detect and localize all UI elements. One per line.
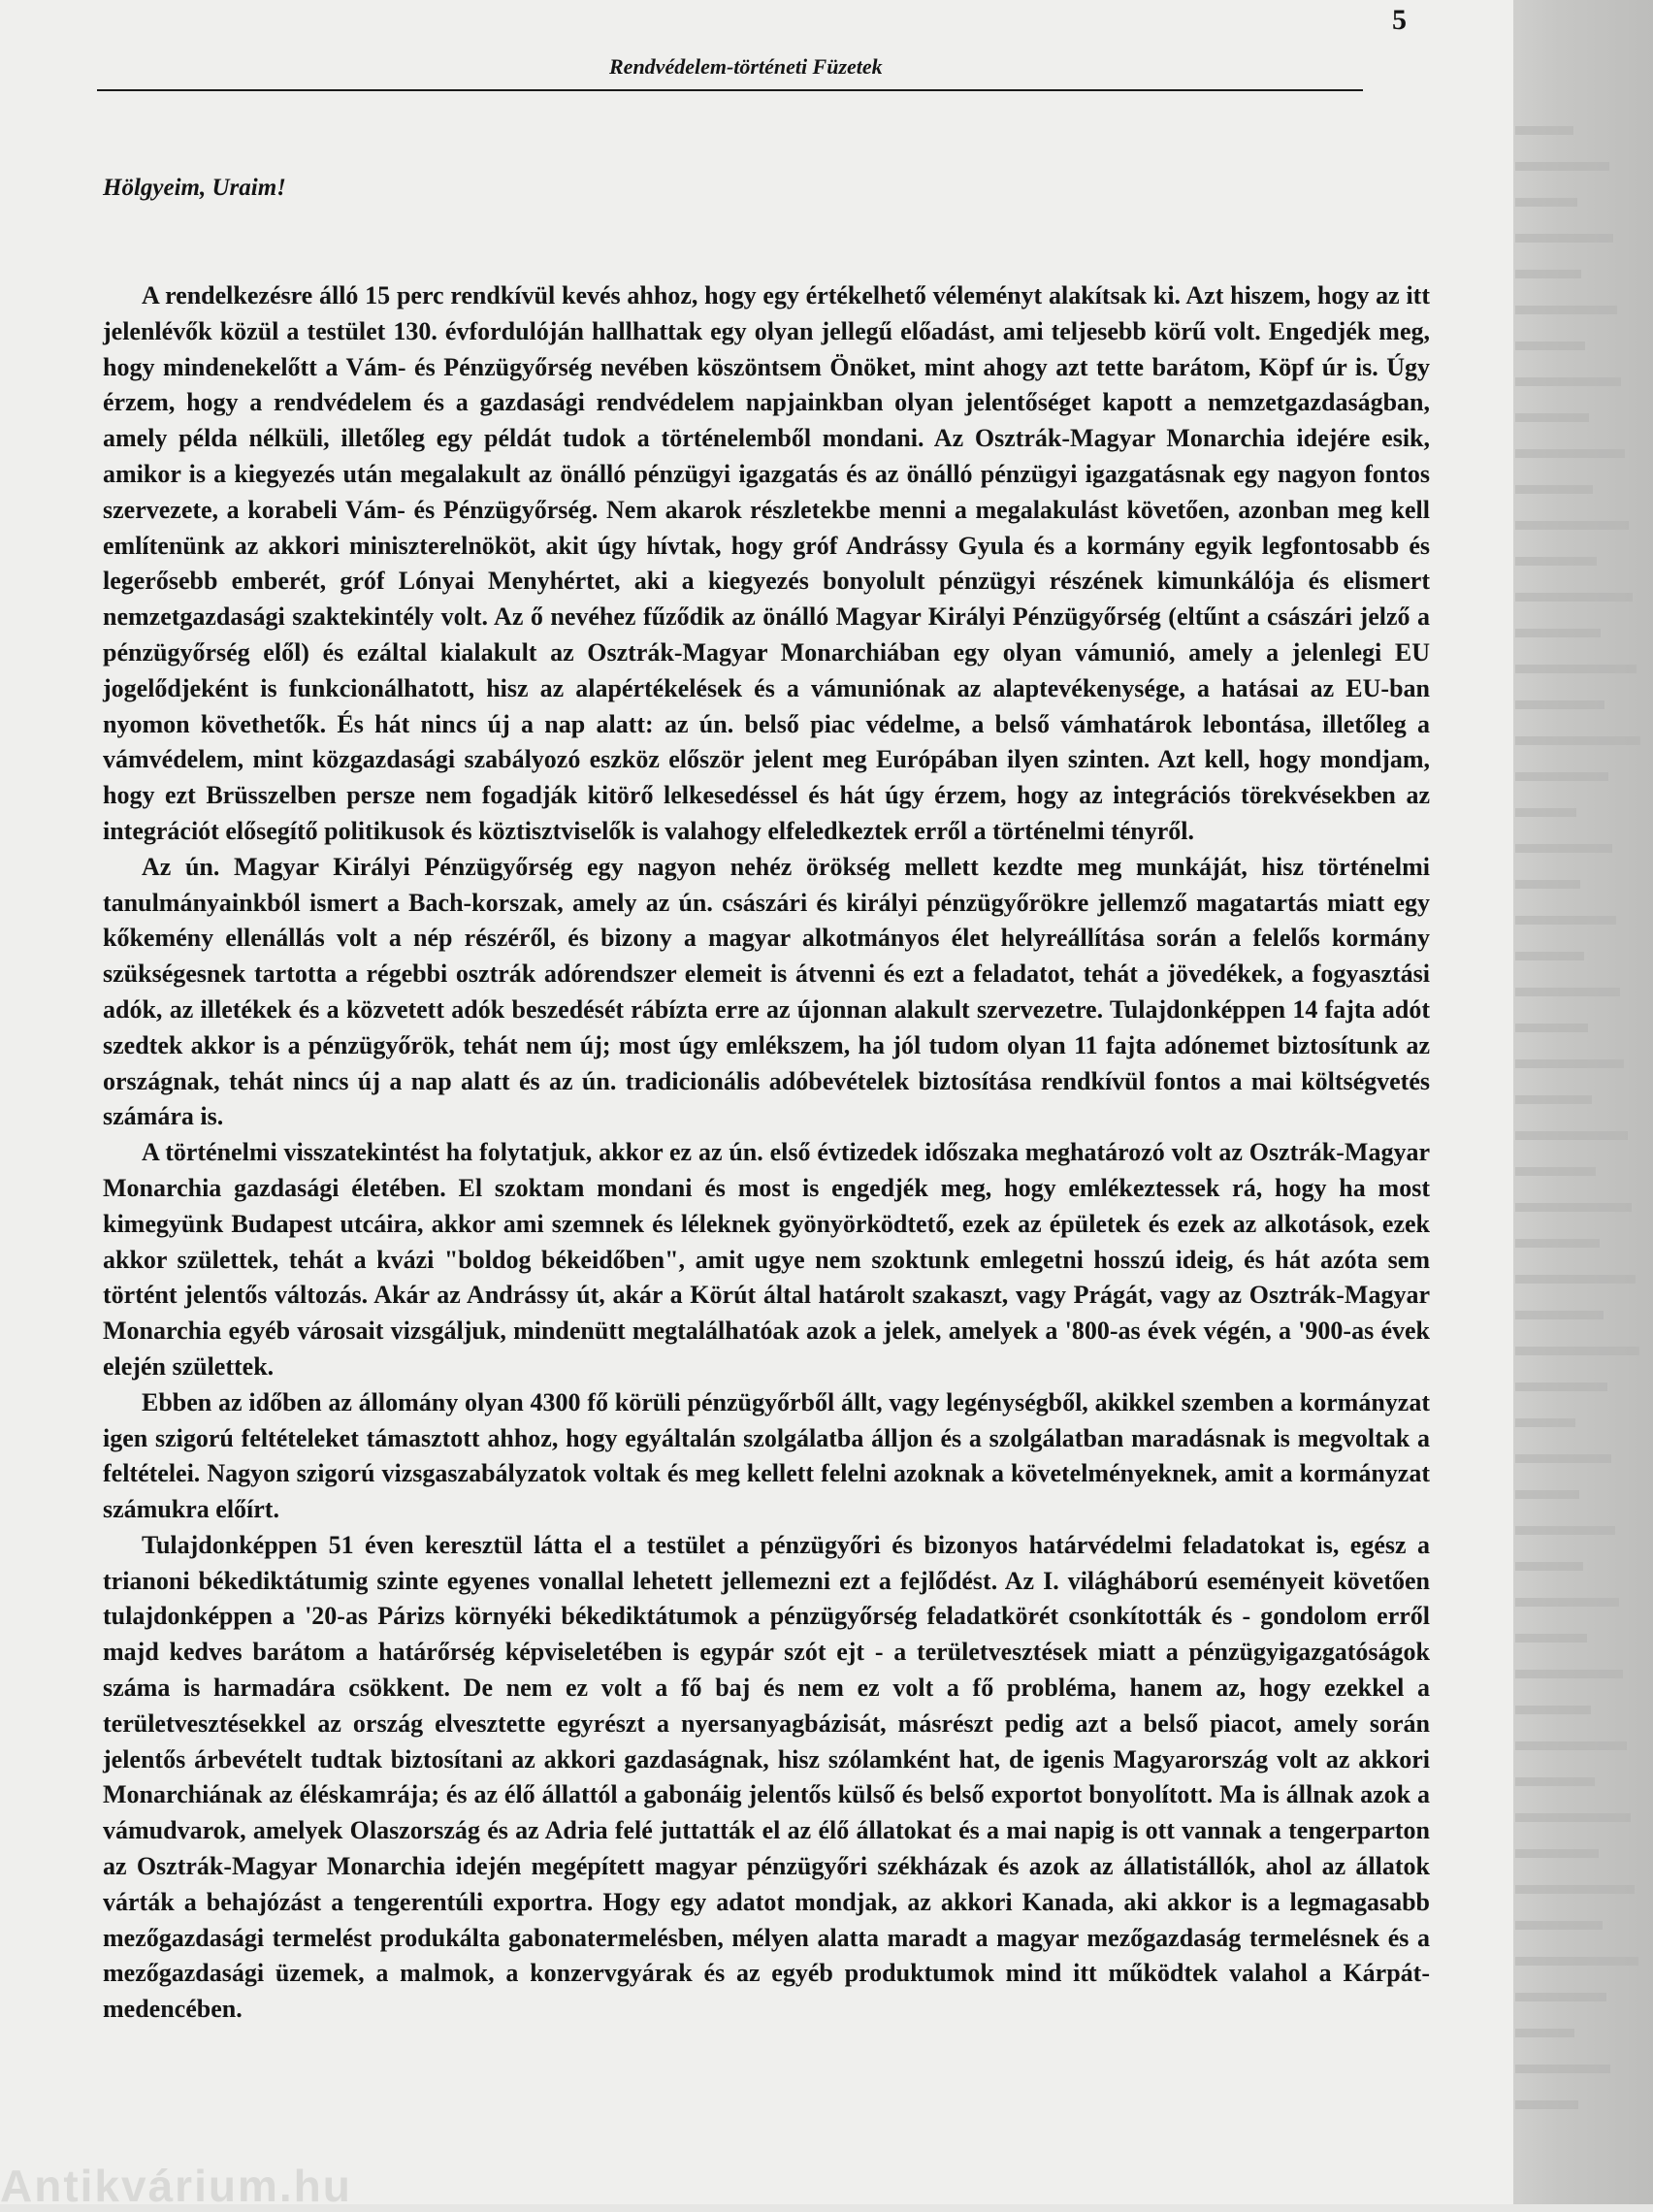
watermark: Antikvárium.hu bbox=[0, 2161, 352, 2211]
ghost-text-line bbox=[1515, 521, 1629, 530]
ghost-text-line bbox=[1515, 629, 1601, 637]
ghost-text-line bbox=[1515, 1095, 1592, 1104]
ghost-text-line bbox=[1515, 1885, 1635, 1894]
ghost-text-line bbox=[1515, 1670, 1623, 1678]
ghost-text-line bbox=[1515, 1311, 1604, 1319]
ghost-text-line bbox=[1515, 198, 1577, 207]
ghost-text-line bbox=[1515, 413, 1589, 422]
paragraph: Ebben az időben az állomány olyan 4300 fő körüli pénzügyőrből állt, vagy legénységből, akikkel szemben a kormányzat igen szigorú feltételeket támasztott ahhoz, hogy egyáltalán szolgálatba álljon és a szolgálatban maradásnak is megvoltak a feltételei. Nagyon szigorú vizsgaszabályzatok voltak és meg kellett felelni azoknak a követelményeknek, amit a kormányzat számukra előírt. bbox=[103, 1387, 1430, 1524]
ghost-text-line bbox=[1515, 1347, 1639, 1355]
paragraph: A rendelkezésre álló 15 perc rendkívül kevés ahhoz, hogy egy értékelhető véleményt alakítsak ki. Azt hiszem, hogy az itt jelenlévők közül a testület 130. évfordulóján hallhattak egy olyan jellegű előadást, ami teljesebb körű volt. Engedjék meg, hogy mindenekelőtt a Vám- és Pénzügyőrség nevében köszöntsem Önöket, mint ahogy azt tette barátom, Köpf úr is. Úgy érzem, hogy a rendvédelem és a gazdasági rendvédelem napjainkban olyan jelentőséget kapott a nemzetgazdaságban, amely példa nélküli, illetőleg egy példát tudok a történelemből mondani. Az Osztrák-Magyar Monarchia idejére esik, amikor is a kiegyezés után megalakult az önálló pénzügyi igazgatás és az önálló pénzügyi igazgatásnak egy nagyon fontos szervezete, a korabeli Vám- és Pénzügyőrség. Nem akarok részletekbe menni a megalakulást követően, azonban meg kell említenünk az akkori miniszterelnököt, akit úgy hívtak, hogy gróf Andrássy Gyula és a kormány egyik legfontosabb és legerősebb emberét, gróf Lónyai Menyhértet, aki a kiegyezés bonyolult pénzügyi részének kimunkálója és elismert nemzetgazdasági szaktekintély volt. Az ő nevéhez fűződik az önálló Magyar Királyi Pénzügyőrség (eltűnt a császári jelző a pénzügyőrség elől) és ezáltal kialakult az Osztrák-Magyar Monarchiában egy olyan vámunió, amely a jelenlegi EU jogelődjeként is funkcionálhatott, hisz az alapértékelések és a vámuniónak az alaptevékenysége, a hatásai az EU-ban nyomon követhetők. És hát nincs új a nap alatt: az ún. belső piac védelme, a belső vámhatárok lebontása, illetőleg a vámvédelem, mint közgazdasági szabályozó eszköz először jelent meg Európában ilyen szinten. Azt kell, hogy mondjam, hogy ezt Brüsszelben persze nem fogadják kitörő lelkesedéssel és hát úgy érzem, hogy az integrációs törekvésekben az integrációt elősegítő politikusok és köztisztviselők is valahogy elfeledkeztek erről a történelmi tényről. bbox=[103, 281, 1430, 845]
ghost-text-line bbox=[1515, 916, 1616, 925]
ghost-text-line bbox=[1515, 1777, 1595, 1786]
running-header: Rendvédelem-történeti Füzetek bbox=[609, 54, 883, 79]
ghost-text-line bbox=[1515, 1059, 1624, 1068]
ghost-text-line bbox=[1515, 1598, 1619, 1607]
ghost-text-line bbox=[1515, 2100, 1578, 2109]
ghost-text-line bbox=[1515, 880, 1580, 889]
ghost-text-line bbox=[1515, 126, 1573, 135]
ghost-text-line bbox=[1515, 2065, 1610, 2073]
adjacent-page-edge bbox=[1498, 0, 1653, 2204]
ghost-text-line bbox=[1515, 485, 1593, 494]
paragraph: Az ún. Magyar Királyi Pénzügyőrség egy nagyon nehéz örökség mellett kezdte meg munkáját, hisz történelmi tanulmányainkból ismert a Bach-korszak, amely az ún. császári és királyi pénzügyőrökre jellemző magatartás miatt egy kőkemény ellenállás volt a nép részéről, és bizony a magyar alkotmányos élet helyreállítása során a felelős kormány szükségesnek tartotta a régebbi osztrák adórendszer elemeit is átvenni és ezt a feladatot, tehát a jövedékek, a fogyasztási adók, az illetékek és a közvetett adók beszedését rábízta erre az újonnan alakult szervezetre. Tulajdonképpen 14 fajta adót szedtek akkor is a pénzügyőrök, tehát nem új; most úgy emlékszem, ha jól tudom olyan 11 fajta adónemet biztosítunk az országnak, tehát nincs új a nap alatt és az ún. tradicionális adóbevételek biztosítása rendkívül fontos a mai költségvetés számára is. bbox=[103, 852, 1430, 1131]
ghost-text-line bbox=[1515, 1526, 1615, 1535]
ghost-text-line bbox=[1515, 1813, 1631, 1822]
ghost-text-line bbox=[1515, 449, 1625, 458]
ghost-text-line bbox=[1515, 2029, 1574, 2037]
ghost-text-line bbox=[1515, 234, 1613, 243]
ghost-text-line bbox=[1515, 952, 1584, 960]
ghost-text-line bbox=[1515, 808, 1576, 817]
ghost-text-line bbox=[1515, 557, 1597, 566]
ghost-text-line bbox=[1515, 1167, 1596, 1176]
ghost-text-line bbox=[1515, 1562, 1583, 1571]
page-number: 5 bbox=[1392, 4, 1407, 36]
ghost-text-line bbox=[1515, 736, 1640, 745]
ghost-text-line bbox=[1515, 1418, 1575, 1427]
ghost-text-line bbox=[1515, 377, 1621, 386]
ghost-text-line bbox=[1515, 1957, 1638, 1966]
ghost-text-line bbox=[1515, 306, 1617, 314]
ghost-text-line bbox=[1515, 665, 1637, 673]
ghost-text-line bbox=[1515, 1382, 1607, 1391]
ghost-text-line bbox=[1515, 1634, 1587, 1643]
ghost-text-line bbox=[1515, 1239, 1600, 1248]
ghost-text-line bbox=[1515, 988, 1620, 996]
ghost-text-line bbox=[1515, 162, 1609, 171]
paragraph: Tulajdonképpen 51 éven keresztül látta el a testület a pénzügyőri és bizonyos határvédelmi feladatokat is, egész a trianoni békediktátumig szinte egyenes vonallal lehetett jellemezni ezt a fejlődést. Az I. világháború eseményeit követően tulajdonképpen a '20-as Párizs környéki békediktátumok a pénzügyőrség feladatkörét csonkították és - gondolom erről majd kedves barátom a határőrség képviseletében is egypár szót ejt - a területvesztések miatt a pénzügyigazgatóságok száma is harmadára csökkent. De nem ez volt a fő baj és nem ez volt a fő probléma, hanem az, hogy ezekkel a területvesztésekkel az ország elvesztette egyrészt a nyersanyagbázisát, másrészt pedig azt a belső piacot, amely során jelentős árbevételt tudtak biztosítani az akkori gazdaságnak, hisz szólamként hat, de igenis Magyarország volt az akkori Monarchiának az éléskamrája; és az élő állattól a gabonáig jelentős külső és belső exportot bonyolított. Ma is állnak azok a vámudvarok, amelyek Olaszország és az Adria felé juttatták el az élő állatokat és a mai napig is ott vannak a tengerparton az Osztrák-Magyar Monarchia idején megépített magyar pénzügyőri székházak és azok az állatistállók, ahol az állatok várták a behajózást a tengerentúli exportra. Hogy egy adatot mondjak, az akkori Kanada, aki akkor is a legmagasabb mezőgazdasági termelést produkálta gabonatermelésben, mélyen alatta maradt a magyar mezőgazdaság termelésnek és a mezőgazdasági üzemek, a malmok, a konzervgyárak és az egyéb produktumok mind itt működtek valahol a Kárpát-medencében. bbox=[103, 1530, 1430, 2024]
header-rule bbox=[97, 89, 1363, 91]
ghost-text-line bbox=[1515, 1131, 1628, 1140]
paragraph: A történelmi visszatekintést ha folytatjuk, akkor ez az ún. első évtizedek időszaka meghatározó volt az Osztrák-Magyar Monarchia gazdasági életében. El szoktam mondani és most is engedjék meg, hogy emlékeztessek rá, hogy ha most kimegyünk Budapest utcáira, akkor ami szemnek és léleknek gyönyörködtető, ezek az épületek és ezek az alkotások, ezek akkor születtek, tehát a kvázi "boldog békeidőben", amit ugye nem szoktunk emlegetni hosszú ideig, és hát azóta sem történt jelentős változás. Akár az Andrássy út, akár a Körút által határolt szakaszt, vagy Prágát, vagy az Osztrák-Magyar Monarchia egyéb városait vizsgáljuk, mindenütt megtalálhatóak azok a jelek, amelyek a '800-as évek végén, a '900-as évek elején születtek. bbox=[103, 1138, 1430, 1381]
ghost-text-line bbox=[1515, 1275, 1636, 1284]
ghost-text-line bbox=[1515, 1203, 1632, 1212]
salutation: Hölgyeim, Uraim! bbox=[103, 175, 286, 201]
ghost-text-line bbox=[1515, 1993, 1606, 2001]
ghost-text-line bbox=[1515, 1921, 1603, 1930]
ghost-text-line bbox=[1515, 1706, 1591, 1714]
ghost-text-line bbox=[1515, 1024, 1588, 1032]
ghost-text-line bbox=[1515, 1741, 1627, 1750]
ghost-text-line bbox=[1515, 270, 1581, 278]
ghost-text-line bbox=[1515, 1849, 1599, 1858]
ghost-text-line bbox=[1515, 1490, 1579, 1499]
ghost-text-line bbox=[1515, 844, 1612, 853]
ghost-text-line bbox=[1515, 342, 1585, 350]
body-text bbox=[103, 278, 1430, 2028]
ghost-text-line bbox=[1515, 593, 1633, 602]
ghost-text-line bbox=[1515, 772, 1608, 781]
ghost-text-line bbox=[1515, 700, 1604, 709]
ghost-text-line bbox=[1515, 1454, 1611, 1463]
